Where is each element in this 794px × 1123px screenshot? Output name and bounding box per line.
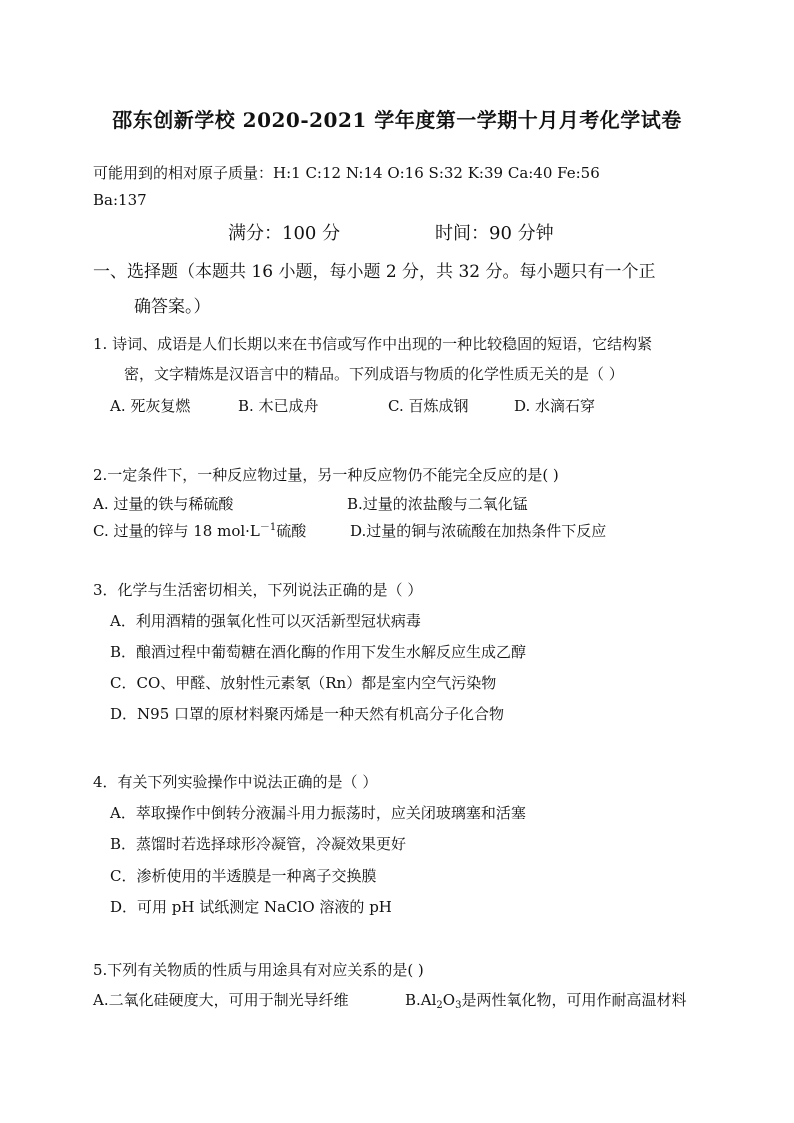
q3-option-d: D．N95 口罩的原材料聚丙烯是一种天然有机高分子化合物 [110, 705, 505, 723]
q1-option-a: A. 死灰复燃 [110, 397, 191, 415]
q2-option-c [93, 521, 306, 541]
q5-option-b-suffix: 是两性氧化物，可用作耐高温材料 [461, 991, 687, 1009]
q2-option-c-exponent: －1 [259, 522, 277, 533]
q2-option-c-suffix: 硫酸 [276, 522, 307, 540]
q5-option-b [405, 990, 687, 1010]
q2-option-c-prefix: C. 过量的锌与 18 mol·L [93, 522, 260, 540]
q4-option-b: B．蒸馏时若选择球形冷凝管，冷凝效果更好 [110, 835, 407, 853]
q3-option-b: B．酿酒过程中葡萄糖在酒化酶的作用下发生水解反应生成乙醇 [110, 643, 527, 661]
q4-option-d: D．可用 pH 试纸测定 NaClO 溶液的 pH [110, 898, 392, 916]
q2-option-a: A. 过量的铁与稀硫酸 [93, 495, 234, 513]
q3-stem: 3．化学与生活密切相关，下列说法正确的是（ ） [93, 581, 423, 599]
q1-option-d: D. 水滴石穿 [514, 397, 596, 415]
q1-option-c: C. 百炼成钢 [388, 397, 469, 415]
exam-time: 时间：90 分钟 [435, 223, 554, 244]
q1-stem-line2: 密，文字精炼是汉语言中的精品。下列成语与物质的化学性质无关的是（ ） [124, 365, 624, 383]
q5-option-b-sub2: 3 [455, 1000, 462, 1011]
q3-option-c: C．CO、甲醛、放射性元素氡（Rn）都是室内空气污染物 [110, 674, 497, 692]
q2-option-d: D.过量的铜与浓硫酸在加热条件下反应 [350, 522, 607, 540]
q4-option-a: A．萃取操作中倒转分液漏斗用力振荡时，应关闭玻璃塞和活塞 [110, 804, 526, 822]
q4-stem: 4．有关下列实验操作中说法正确的是（ ） [93, 773, 378, 791]
section1-heading-line2: 确答案。） [134, 297, 211, 317]
q2-stem: 2.一定条件下，一种反应物过量，另一种反应物仍不能完全反应的是( ) [93, 466, 559, 484]
q1-option-b: B. 木已成舟 [238, 397, 319, 415]
q2-option-b: B.过量的浓盐酸与二氧化锰 [347, 495, 528, 513]
atomic-masses-line2: Ba:137 [93, 191, 147, 209]
q5-option-a: A.二氧化硅硬度大，可用于制光导纤维 [93, 991, 349, 1009]
page-title: 邵东创新学校 2020-2021 学年度第一学期十月月考化学试卷 [112, 108, 682, 132]
q5-stem: 5.下列有关物质的性质与用途具有对应关系的是( ) [93, 961, 424, 979]
q5-option-b-mid: O [442, 991, 456, 1009]
q5-option-b-sub1: 2 [436, 1000, 443, 1011]
q4-option-c: C．渗析使用的半透膜是一种离子交换膜 [110, 867, 377, 885]
section1-heading-line1: 一、选择题（本题共 16 小题，每小题 2 分，共 32 分。每小题只有一个正 [93, 262, 656, 282]
q5-option-b-prefix: B.Al [405, 991, 437, 1009]
atomic-masses-line1: 可能用到的相对原子质量：H:1 C:12 N:14 O:16 S:32 K:39 Ca:40 Fe:56 [93, 164, 600, 182]
q1-stem-line1: 1. 诗词、成语是人们长期以来在书信或写作中出现的一种比较稳固的短语，它结构紧 [93, 335, 653, 353]
full-score: 满分：100 分 [228, 223, 341, 244]
q3-option-a: A．利用酒精的强氧化性可以灭活新型冠状病毒 [110, 612, 421, 630]
